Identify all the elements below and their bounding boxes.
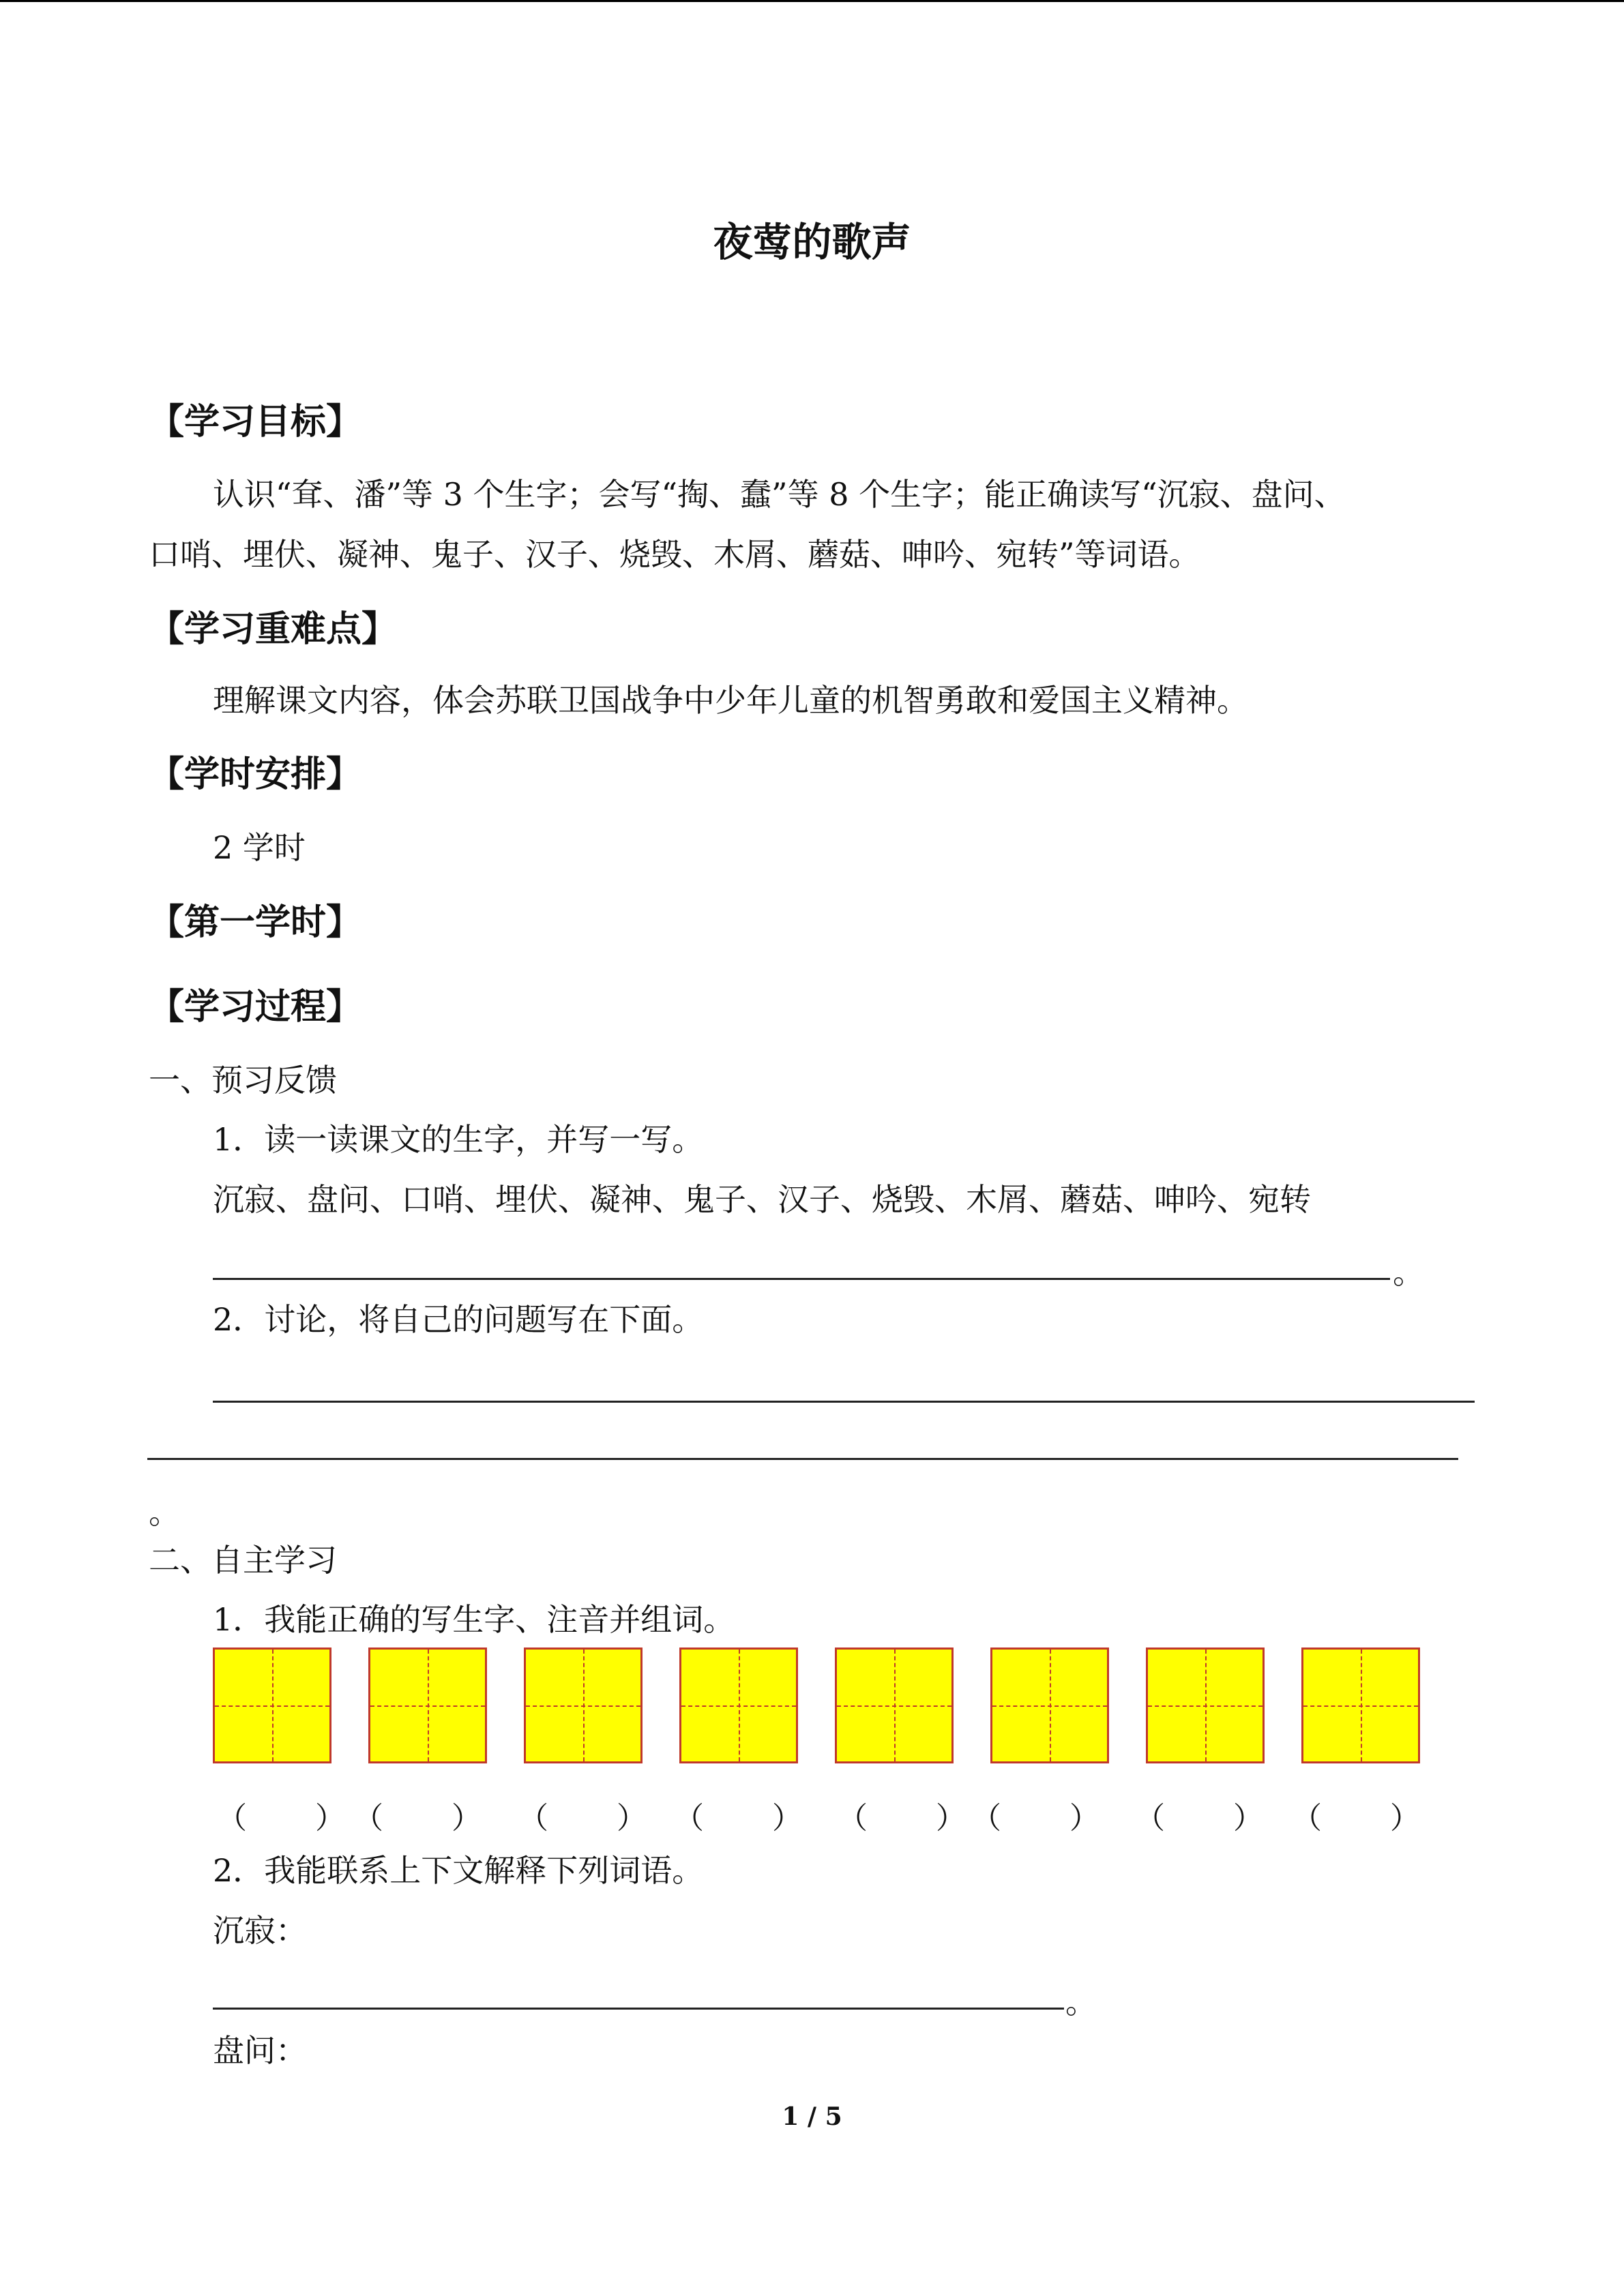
- vocab-term-1: 沉寂：: [213, 1912, 307, 1949]
- pinyin-blank[interactable]: （ ）: [518, 1801, 647, 1836]
- part2-question-2: 2．我能联系上下文解释下列词语。: [213, 1852, 704, 1889]
- time-heading: 【学时安排】: [149, 754, 362, 795]
- period-mark: 。: [149, 1494, 180, 1531]
- part2-question-1: 1．我能正确的写生字、注音并组词。: [213, 1601, 735, 1638]
- key-text: 理解课文内容，体会苏联卫国战争中少年儿童的机智勇敢和爱国主义精神。: [213, 682, 1248, 719]
- part1-heading: 一、预习反馈: [149, 1062, 337, 1099]
- writing-box[interactable]: [990, 1648, 1109, 1763]
- vocab-term-2: 盘问：: [213, 2032, 307, 2069]
- period-mark: 。: [1065, 1984, 1097, 2021]
- pinyin-blank[interactable]: （ ）: [1135, 1801, 1263, 1836]
- pinyin-blank[interactable]: （ ）: [971, 1801, 1099, 1836]
- answer-line[interactable]: [213, 1401, 1475, 1403]
- time-text: 2 学时: [213, 829, 306, 866]
- part1-question-1: 1．读一读课文的生字，并写一写。: [213, 1121, 704, 1158]
- answer-line[interactable]: [147, 1458, 1458, 1460]
- key-heading: 【学习重难点】: [149, 608, 398, 650]
- pinyin-blank[interactable]: （ ）: [674, 1801, 802, 1836]
- process-heading: 【学习过程】: [149, 986, 362, 1028]
- goal-text-line1: 认识“耷、潘”等 3 个生字；会写“掏、蠢”等 8 个生字；能正确读写“沉寂、盘问、: [213, 476, 1346, 513]
- pinyin-blank[interactable]: （ ）: [217, 1801, 345, 1836]
- part2-heading: 二、自主学习: [149, 1542, 337, 1579]
- pinyin-blank[interactable]: （ ）: [353, 1801, 482, 1836]
- page-number: 1 / 5: [782, 2102, 842, 2131]
- answer-line[interactable]: [213, 2008, 1064, 2010]
- writing-box[interactable]: [1146, 1648, 1265, 1763]
- pinyin-blank[interactable]: （ ）: [838, 1801, 966, 1836]
- vocab-words: 沉寂、盘问、口哨、埋伏、凝神、鬼子、汉子、烧毁、木屑、蘑菇、呻吟、宛转: [213, 1181, 1311, 1218]
- part1-question-2: 2．讨论，将自己的问题写在下面。: [213, 1301, 704, 1338]
- writing-box[interactable]: [524, 1648, 643, 1763]
- goal-heading: 【学习目标】: [149, 401, 362, 443]
- page-title: 夜莺的歌声: [713, 219, 911, 265]
- period-mark: 。: [1393, 1254, 1424, 1291]
- writing-box[interactable]: [835, 1648, 954, 1763]
- answer-line[interactable]: [213, 1278, 1390, 1280]
- writing-box[interactable]: [1301, 1648, 1420, 1763]
- first-period-heading: 【第一学时】: [149, 901, 362, 943]
- writing-box[interactable]: [368, 1648, 487, 1763]
- writing-box[interactable]: [679, 1648, 798, 1763]
- writing-box[interactable]: [213, 1648, 331, 1763]
- goal-text-line2: 口哨、埋伏、凝神、鬼子、汉子、烧毁、木屑、蘑菇、呻吟、宛转”等词语。: [149, 536, 1200, 573]
- pinyin-blank[interactable]: （ ）: [1292, 1801, 1420, 1836]
